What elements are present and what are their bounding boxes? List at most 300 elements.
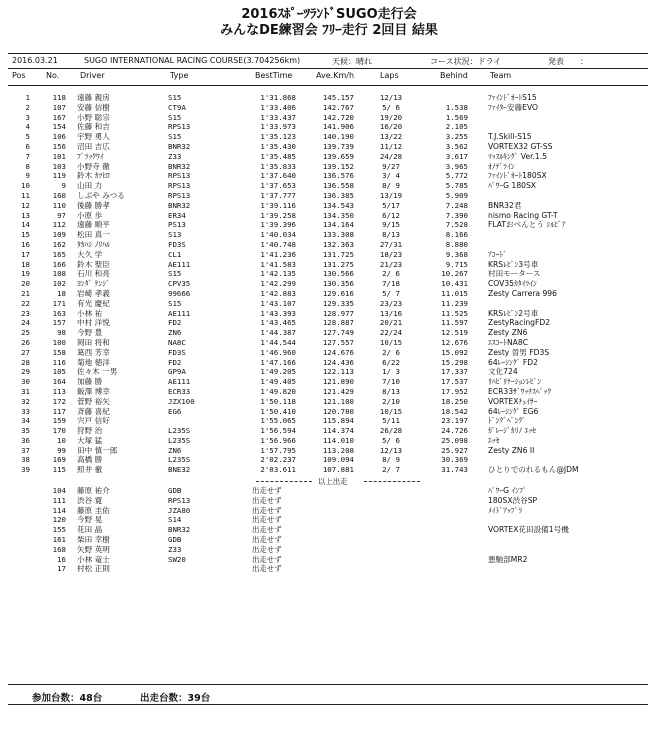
- session-info: [0, 54, 658, 67]
- cell-driver: 藤原 祐介: [77, 486, 110, 496]
- cell-type: S14: [168, 515, 182, 525]
- cell-pos: 31: [21, 386, 30, 396]
- cell-besttime: 1'43.107: [260, 298, 296, 308]
- cell-team: VORTEX花田設備1号機: [488, 525, 569, 535]
- col-besttime: BestTime: [255, 71, 293, 80]
- result-row: [0, 122, 658, 132]
- cell-behind: 5.785: [445, 181, 468, 191]
- cell-no: 104: [52, 486, 66, 496]
- cell-pos: 30: [21, 377, 30, 387]
- cell-driver: 遠藤 順平: [77, 220, 110, 230]
- cell-no: 170: [52, 426, 66, 436]
- cell-behind: 12.519: [441, 328, 468, 338]
- col-team: Team: [490, 71, 512, 80]
- divider: [8, 68, 648, 69]
- cell-driver: 松田 真一: [77, 230, 110, 240]
- cell-avg-speed: 128.887: [322, 318, 354, 328]
- result-row: [0, 407, 658, 417]
- result-row: [0, 211, 658, 221]
- cell-team: 悪馳部MR2: [488, 554, 528, 564]
- cell-driver: 沼田 吉広: [77, 141, 110, 151]
- cell-avg-speed: 124.676: [322, 347, 354, 357]
- dns-row: [0, 486, 658, 496]
- cell-team: Zesty ZN6: [488, 328, 528, 338]
- cell-behind: 7.248: [445, 200, 468, 210]
- cell-no: 9: [61, 181, 66, 191]
- cell-behind: 3.965: [445, 161, 468, 171]
- cell-laps: 7/18: [382, 279, 400, 289]
- result-row: [0, 387, 658, 397]
- cell-besttime: 1'56.594: [260, 426, 296, 436]
- result-row: [0, 465, 658, 475]
- cell-pos: 7: [25, 151, 30, 161]
- cell-behind: 5.909: [445, 190, 468, 200]
- cell-laps: 19/20: [379, 112, 403, 122]
- cell-team: ｵﾉﾃﾞﾗｲﾝ: [488, 161, 515, 171]
- cell-avg-speed: 136.576: [322, 171, 354, 181]
- cell-besttime: 1'57.795: [260, 445, 296, 455]
- cell-avg-speed: 129.616: [322, 288, 354, 298]
- cell-avg-speed: 136.385: [322, 190, 354, 200]
- cell-avg-speed: 131.275: [322, 259, 354, 269]
- cell-team: ECR33ｻﾞﾜｯﾁｽﾍﾟｯｸ: [488, 386, 552, 396]
- result-row: [0, 250, 658, 260]
- cell-avg-speed: 114.374: [322, 426, 354, 436]
- cell-driver: ﾌﾞﾗｯｸﾜｲ: [77, 151, 104, 161]
- cell-avg-speed: 130.356: [322, 279, 354, 289]
- cell-driver: 花田 晶: [77, 525, 103, 535]
- divider: [364, 481, 420, 482]
- cell-status: 出走せず: [252, 564, 282, 574]
- cell-driver: 中村 洋悦: [77, 318, 110, 328]
- cell-driver: ﾖﾝﾀﾞ ｹﾝｼﾞ: [77, 279, 110, 289]
- cell-type: Z33: [168, 151, 182, 161]
- cell-type: S15: [168, 132, 182, 142]
- cell-behind: 23.197: [441, 416, 468, 426]
- cell-no: 100: [52, 337, 66, 347]
- cell-pos: 11: [21, 190, 30, 200]
- cell-type: ZN6: [168, 445, 182, 455]
- cell-behind: 30.369: [441, 455, 468, 465]
- cell-no: 171: [52, 298, 66, 308]
- cell-driver: 佐藤 和吉: [77, 122, 110, 132]
- cell-pos: 22: [21, 298, 30, 308]
- cell-avg-speed: 145.157: [322, 93, 354, 102]
- cell-laps: 8/ 9: [382, 455, 400, 465]
- cell-behind: 11.597: [441, 318, 468, 328]
- cell-type: BNR32: [168, 161, 191, 171]
- cell-no: 169: [52, 455, 66, 465]
- cell-pos: 23: [21, 308, 30, 318]
- cell-no: 102: [52, 279, 66, 289]
- cell-laps: 10/15: [379, 337, 403, 347]
- cell-type: FD2: [168, 357, 182, 367]
- cell-team: 64ﾚｰｼﾝｸﾞ EG6: [488, 406, 539, 416]
- cell-laps: 5/ 6: [382, 435, 400, 445]
- cell-type: FD3S: [168, 347, 186, 357]
- cell-avg-speed: 114.010: [322, 435, 354, 445]
- cell-driver: 菊地 徳洋: [77, 357, 110, 367]
- cell-avg-speed: 109.094: [322, 455, 354, 465]
- cell-laps: 6/12: [382, 210, 400, 220]
- cell-no: 119: [52, 171, 66, 181]
- result-row: [0, 358, 658, 368]
- cell-team: ｶﾞﾚｰｼﾞｶﾘﾉ ｴｯｾ: [488, 426, 536, 436]
- result-row: [0, 299, 658, 309]
- result-row: [0, 269, 658, 279]
- cell-no: 98: [57, 328, 66, 338]
- cell-driver: 大久 学: [77, 249, 103, 259]
- cell-no: 154: [52, 122, 66, 132]
- cell-driver: 小野寺 徹: [77, 161, 110, 171]
- cell-type: ER34: [168, 210, 186, 220]
- cell-behind: 8.880: [445, 239, 468, 249]
- cell-laps: 12/13: [379, 93, 403, 102]
- cell-driver: 小原 歩: [77, 210, 103, 220]
- cell-type: Z33: [168, 544, 182, 554]
- event-title: 2016ｽﾎﾟｰﾂﾗﾝﾄﾞSUGO走行会: [241, 7, 417, 22]
- cell-avg-speed: 124.436: [322, 357, 354, 367]
- cell-behind: 17.537: [441, 377, 468, 387]
- cell-driver: 照井 徹: [77, 465, 103, 475]
- cell-laps: 5/ 7: [382, 288, 400, 298]
- cell-besttime: 1'49.405: [260, 377, 296, 387]
- cell-type: ECR33: [168, 386, 191, 396]
- cell-besttime: 1'49.205: [260, 367, 296, 377]
- cell-type: S15: [168, 112, 182, 122]
- cell-no: 108: [52, 269, 66, 279]
- cell-no: 118: [52, 93, 66, 102]
- cell-behind: 31.743: [441, 465, 468, 475]
- cell-laps: 10/15: [379, 406, 403, 416]
- cell-team: Zesty Carrera 996: [488, 288, 557, 298]
- cell-pos: 27: [21, 347, 30, 357]
- cell-type: ZN6: [168, 328, 182, 338]
- cell-driver: 石川 和亮: [77, 269, 110, 279]
- cell-pos: 25: [21, 328, 30, 338]
- result-row: [0, 191, 658, 201]
- cell-team: KRSﾚﾋﾞﾝ3号車: [488, 259, 539, 269]
- result-row: [0, 397, 658, 407]
- cell-type: BNE32: [168, 465, 191, 475]
- cell-no: 16: [57, 554, 66, 564]
- cell-behind: 17.337: [441, 367, 468, 377]
- cell-behind: 11.525: [441, 308, 468, 318]
- result-row: [0, 162, 658, 172]
- result-row: [0, 93, 658, 103]
- cell-avg-speed: 127.557: [322, 337, 354, 347]
- cell-team: ｴｽｺｰﾄNA8C: [488, 337, 528, 347]
- cell-type: PS13: [168, 220, 186, 230]
- result-row: [0, 367, 658, 377]
- cell-laps: 16/20: [379, 122, 403, 132]
- cell-pos: 38: [21, 455, 30, 465]
- cell-pos: 34: [21, 416, 30, 426]
- cell-type: GDB: [168, 535, 182, 545]
- cell-type: NA8C: [168, 337, 186, 347]
- col-driver: Driver: [80, 71, 105, 80]
- result-row: [0, 171, 658, 181]
- cell-team: 村田モータース: [488, 269, 541, 279]
- cell-team: ﾘﾊﾋﾞﾘﾃｰｼｮﾝﾚﾋﾞﾝ: [488, 377, 542, 387]
- cell-pos: 12: [21, 200, 30, 210]
- cell-besttime: 2'02.237: [260, 455, 296, 465]
- cell-status: 出走せず: [252, 535, 282, 545]
- cell-behind: 12.676: [441, 337, 468, 347]
- cell-no: 116: [52, 357, 66, 367]
- cell-laps: 12/13: [379, 445, 403, 455]
- cell-team: 文化724: [488, 367, 518, 377]
- cell-behind: 10.267: [441, 269, 468, 279]
- cell-besttime: 1'31.868: [260, 93, 296, 102]
- cell-laps: 7/10: [382, 377, 400, 387]
- cell-behind: 24.726: [441, 426, 468, 436]
- cell-team: ｴｯｾ: [488, 435, 500, 445]
- cell-driver: 安藤 信樹: [77, 102, 110, 112]
- cell-type: L235S: [168, 435, 191, 445]
- cell-driver: 飯澤 博幸: [77, 386, 110, 396]
- cell-besttime: 1'50.118: [260, 396, 296, 406]
- cell-avg-speed: 139.152: [322, 161, 354, 171]
- dns-row: [0, 564, 658, 574]
- cell-driver: 有光 慶紀: [77, 298, 110, 308]
- cell-no: 159: [52, 416, 66, 426]
- cell-type: EG6: [168, 406, 182, 416]
- dns-row: [0, 525, 658, 535]
- cell-team: ﾊﾟﾜｰG 180SX: [488, 181, 537, 191]
- result-row: [0, 220, 658, 230]
- dns-row: [0, 496, 658, 506]
- cell-avg-speed: 127.749: [322, 328, 354, 338]
- cell-laps: 5/17: [382, 200, 400, 210]
- cell-besttime: 1'49.820: [260, 386, 296, 396]
- cell-type: 99666: [168, 288, 191, 298]
- cell-behind: 17.952: [441, 386, 468, 396]
- cell-no: 101: [52, 151, 66, 161]
- cell-pos: 28: [21, 357, 30, 367]
- cell-type: BNR32: [168, 141, 191, 151]
- cell-driver: 岩崎 孝義: [77, 288, 110, 298]
- cell-pos: 15: [21, 230, 30, 240]
- result-row: [0, 103, 658, 113]
- cell-behind: 18.250: [441, 396, 468, 406]
- result-row: [0, 181, 658, 191]
- result-row: [0, 426, 658, 436]
- cell-driver: 鈴木 聖臣: [77, 259, 110, 269]
- session-date: 2016.03.21: [12, 56, 58, 65]
- cell-pos: 4: [25, 122, 30, 132]
- cell-pos: 33: [21, 406, 30, 416]
- cell-type: FD3S: [168, 239, 186, 249]
- cell-pos: 21: [21, 288, 30, 298]
- cell-no: 105: [52, 367, 66, 377]
- cell-pos: 13: [21, 210, 30, 220]
- cell-no: 166: [52, 259, 66, 269]
- cell-avg-speed: 121.890: [322, 377, 354, 387]
- cell-driver: 加藤 勝: [77, 377, 103, 387]
- cell-avg-speed: 107.881: [322, 465, 354, 475]
- cell-driver: 矢野 英明: [77, 544, 110, 554]
- cell-pos: 6: [25, 141, 30, 151]
- cell-pos: 5: [25, 132, 30, 142]
- cell-besttime: 1'43.465: [260, 318, 296, 328]
- cell-team: 180SX渋谷SP: [488, 495, 538, 505]
- cell-besttime: 1'40.748: [260, 239, 296, 249]
- cell-team: VORTEXﾁｪｲｻｰ: [488, 396, 538, 406]
- cell-driver: 高橋 勝: [77, 455, 103, 465]
- result-row: [0, 309, 658, 319]
- cell-laps: 3/ 4: [382, 171, 400, 181]
- cell-team: FLATおべんとう ｼﾙﾋﾞｱ: [488, 220, 566, 230]
- cell-no: 113: [52, 386, 66, 396]
- col-type: Type: [170, 71, 189, 80]
- cell-team: ﾊﾟﾜｰG ｲﾝﾌﾟ: [488, 486, 527, 496]
- cell-behind: 15.298: [441, 357, 468, 367]
- cell-laps: 8/ 9: [382, 181, 400, 191]
- cell-pos: 8: [25, 161, 30, 171]
- cell-avg-speed: 134.164: [322, 220, 354, 230]
- result-row: [0, 289, 658, 299]
- cell-besttime: 1'37.777: [260, 190, 296, 200]
- cell-besttime: 1'41.583: [260, 259, 296, 269]
- cell-driver: 宍戸 信好: [77, 416, 110, 426]
- cell-no: 10: [57, 435, 66, 445]
- cell-laps: 27/31: [379, 239, 403, 249]
- cell-avg-speed: 140.190: [322, 132, 354, 142]
- cell-behind: 8.166: [445, 230, 468, 240]
- cell-team: ひとりでのれるもん@JDM: [488, 465, 579, 475]
- cell-no: 111: [52, 495, 66, 505]
- cell-besttime: 1'33.437: [260, 112, 296, 122]
- cell-type: L235S: [168, 455, 191, 465]
- cell-status: 出走せず: [252, 544, 282, 554]
- separator-label: 以上出走: [318, 477, 348, 487]
- cell-behind: 5.772: [445, 171, 468, 181]
- cell-no: 97: [57, 210, 66, 220]
- cell-pos: 29: [21, 367, 30, 377]
- cell-type: S15: [168, 298, 182, 308]
- cell-besttime: 1'33.406: [260, 102, 296, 112]
- cell-driver: 藤原 圭佑: [77, 505, 110, 515]
- cell-laps: 2/ 7: [382, 465, 400, 475]
- result-row: [0, 240, 658, 250]
- cell-besttime: 1'42.299: [260, 279, 296, 289]
- cell-type: BNR32: [168, 525, 191, 535]
- cell-team: COV35ｶﾀｲﾗｲﾝ: [488, 279, 537, 289]
- weather: 天候：晴れ: [332, 57, 372, 66]
- cell-avg-speed: 130.566: [322, 269, 354, 279]
- cell-pos: 26: [21, 337, 30, 347]
- cell-pos: 35: [21, 426, 30, 436]
- result-row: [0, 142, 658, 152]
- cell-avg-speed: 129.335: [322, 298, 354, 308]
- cell-behind: 3.617: [445, 151, 468, 161]
- cell-behind: 3.562: [445, 141, 468, 151]
- cell-behind: 10.431: [441, 279, 468, 289]
- cell-no: 107: [52, 102, 66, 112]
- cell-laps: 13/16: [379, 308, 403, 318]
- cell-besttime: 1'44.387: [260, 328, 296, 338]
- cell-driver: 小林 竜士: [77, 554, 110, 564]
- cell-besttime: 1'42.135: [260, 269, 296, 279]
- cell-avg-speed: 121.429: [322, 386, 354, 396]
- entry-count: 参加台数：48台: [32, 693, 103, 704]
- result-row: [0, 201, 658, 211]
- cell-avg-speed: 141.906: [322, 122, 354, 132]
- cell-laps: 24/28: [379, 151, 403, 161]
- cell-type: CPV35: [168, 279, 191, 289]
- cell-driver: 宇野 勇人: [77, 132, 110, 142]
- cell-team: T.J.Skill-S15: [488, 132, 532, 142]
- cell-driver: 佐々木 一男: [77, 367, 118, 377]
- cell-driver: 遠藤 親房: [77, 93, 110, 102]
- cell-team: ﾒｲﾄﾞｱｯﾌﾟﾗ: [488, 505, 523, 515]
- cell-driver: 鈴木 ｶﾂﾋﾛ: [77, 171, 110, 181]
- course-name: SUGO INTERNATIONAL RACING COURSE(3.704256km): [84, 56, 301, 65]
- cell-driver: 村松 正則: [77, 564, 110, 574]
- cell-avg-speed: 142.720: [322, 112, 354, 122]
- cell-type: JZX100: [168, 396, 195, 406]
- cell-no: 155: [52, 525, 66, 535]
- dns-row: [0, 545, 658, 555]
- cell-avg-speed: 121.100: [322, 396, 354, 406]
- cell-behind: 2.105: [445, 122, 468, 132]
- cell-no: 165: [52, 249, 66, 259]
- cell-avg-speed: 113.208: [322, 445, 354, 455]
- result-row: [0, 416, 658, 426]
- cell-driver: 小林 祐: [77, 308, 103, 318]
- cell-no: 18: [57, 288, 66, 298]
- results-table: [0, 93, 658, 574]
- cell-laps: 9/15: [382, 220, 400, 230]
- cell-team: 64ﾚｰｼﾝｸﾞ FD2: [488, 357, 538, 367]
- cell-behind: 1.569: [445, 112, 468, 122]
- divider: [8, 704, 648, 705]
- cell-no: 168: [52, 544, 66, 554]
- dns-row: [0, 535, 658, 545]
- cell-type: AE111: [168, 259, 191, 269]
- cell-type: JZA80: [168, 505, 191, 515]
- cell-besttime: 1'37.640: [260, 171, 296, 181]
- cell-driver: 小野 聡宗: [77, 112, 110, 122]
- cell-driver: 菅野 裕矢: [77, 396, 110, 406]
- cell-status: 出走せず: [252, 515, 282, 525]
- cell-no: 112: [52, 220, 66, 230]
- cell-laps: 8/13: [382, 386, 400, 396]
- cell-no: 117: [52, 406, 66, 416]
- cell-driver: ﾀｶﾊｼ ﾉﾘﾊﾙ: [77, 239, 110, 249]
- cell-laps: 13/22: [379, 132, 403, 142]
- cell-avg-speed: 139.739: [322, 141, 354, 151]
- cell-no: 163: [52, 308, 66, 318]
- result-row: [0, 260, 658, 270]
- cell-type: RPS13: [168, 495, 191, 505]
- cell-laps: 2/10: [382, 396, 400, 406]
- result-row: [0, 279, 658, 289]
- cell-team: VORTEX32 GT-SS: [488, 141, 553, 151]
- cell-team: Zesty 曽男 FD3S: [488, 347, 550, 357]
- cell-besttime: 1'39.396: [260, 220, 296, 230]
- cell-laps: 5/11: [382, 416, 400, 426]
- cell-team: ﾏｯｽﾙｷﾝｸﾞ Ver.1.5: [488, 151, 547, 161]
- cell-driver: 狩野 治: [77, 426, 103, 436]
- track-condition: コース状況：ドライ: [430, 57, 502, 66]
- session-title: みんなDE練習会 ﾌﾘｰ走行 2回目 結果: [220, 23, 438, 38]
- col-avg-speed: Ave.Km/h: [316, 71, 355, 80]
- cell-team: KRSﾚﾋﾞﾝ2号車: [488, 308, 539, 318]
- cell-besttime: 1'40.034: [260, 230, 296, 240]
- cell-laps: 22/24: [379, 328, 403, 338]
